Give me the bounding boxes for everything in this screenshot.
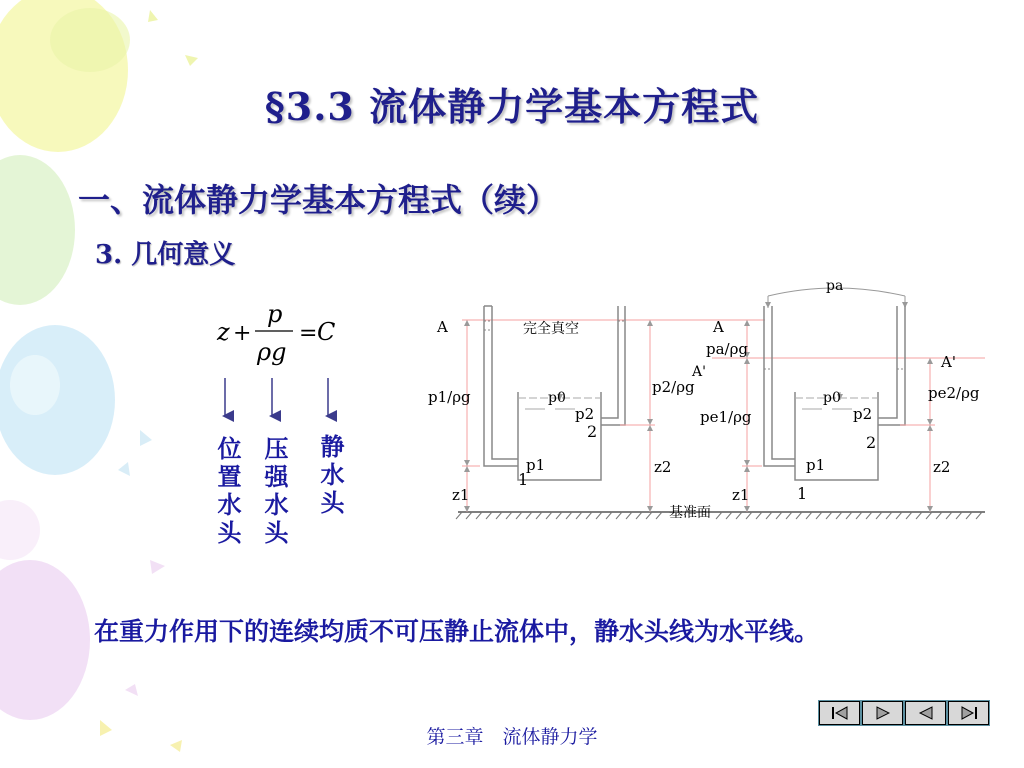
left-p2: p2 xyxy=(575,405,595,423)
left-p1-head: p1/ρg xyxy=(428,388,471,406)
right-z2: z2 xyxy=(933,458,951,476)
slide-navigation xyxy=(818,700,990,726)
formula-arrows xyxy=(205,374,355,434)
right-pe2-head: pe2/ρg xyxy=(928,384,980,402)
left-z2: z2 xyxy=(654,458,672,476)
previous-page-button[interactable] xyxy=(905,701,946,725)
elevation-head-text: 位置水头 xyxy=(213,436,242,548)
formula-denominator: ρg xyxy=(257,338,287,366)
right-p0: p0 xyxy=(823,390,841,406)
vacuum-label: 完全真空 xyxy=(523,321,579,337)
right-p2: p2 xyxy=(853,405,873,423)
formula-constant: C xyxy=(317,318,336,346)
piezometric-head-label xyxy=(313,434,343,518)
datum-label: 基准面 xyxy=(669,505,711,521)
right-z1: z1 xyxy=(732,486,750,504)
piezometric-head-text: 静水头 xyxy=(316,434,345,518)
footer-chapter: 第三章 流体静力学 xyxy=(426,726,598,748)
last-page-icon xyxy=(956,704,982,722)
left-p1: p1 xyxy=(526,456,546,474)
previous-page-icon xyxy=(913,704,939,722)
left-z1: z1 xyxy=(452,486,470,504)
last-page-button[interactable] xyxy=(948,701,989,725)
pressure-head-label xyxy=(257,436,287,548)
left-point-1: 1 xyxy=(518,470,529,489)
left-p2-head: p2/ρg xyxy=(652,378,695,396)
left-setup xyxy=(428,306,705,512)
left-p0: p0 xyxy=(548,390,566,406)
left-label-A: A xyxy=(437,318,448,336)
right-setup xyxy=(691,278,985,512)
formula-z: z xyxy=(217,318,230,346)
right-pa-head: pa/ρg xyxy=(706,340,749,358)
right-pa: pa xyxy=(826,278,844,294)
piezometer-diagram xyxy=(420,276,990,526)
right-p1: p1 xyxy=(806,456,826,474)
first-page-button[interactable] xyxy=(819,701,860,725)
right-point-2: 2 xyxy=(866,433,877,452)
right-A-prime-left: A' xyxy=(692,364,706,380)
right-pe1-head: pe1/ρg xyxy=(700,408,752,426)
section-heading: 一、流体静力学基本方程式（续） xyxy=(78,181,559,219)
hydrostatic-formula xyxy=(205,300,355,380)
purple-balloon xyxy=(0,560,90,720)
formula-equals: = xyxy=(299,321,318,346)
left-point-2: 2 xyxy=(587,422,598,441)
right-A-prime-right: A' xyxy=(941,353,956,371)
right-point-1: 1 xyxy=(797,484,808,503)
right-label-A: A xyxy=(713,318,724,336)
formula-numerator: p xyxy=(267,300,283,328)
next-page-icon xyxy=(870,704,896,722)
elevation-head-label xyxy=(210,436,240,548)
next-page-button[interactable] xyxy=(862,701,903,725)
conclusion-text: 在重力作用下的连续均质不可压静止流体中，静水头线为水平线。 xyxy=(94,617,820,646)
green-balloon xyxy=(0,155,75,305)
first-page-icon xyxy=(827,704,853,722)
pressure-head-text: 压强水头 xyxy=(260,436,289,548)
datum-plane xyxy=(456,512,985,519)
subsection-heading: 3. 几何意义 xyxy=(95,240,236,270)
slide-title: §3.3 流体静力学基本方程式 xyxy=(264,84,760,129)
formula-plus: + xyxy=(233,321,252,346)
